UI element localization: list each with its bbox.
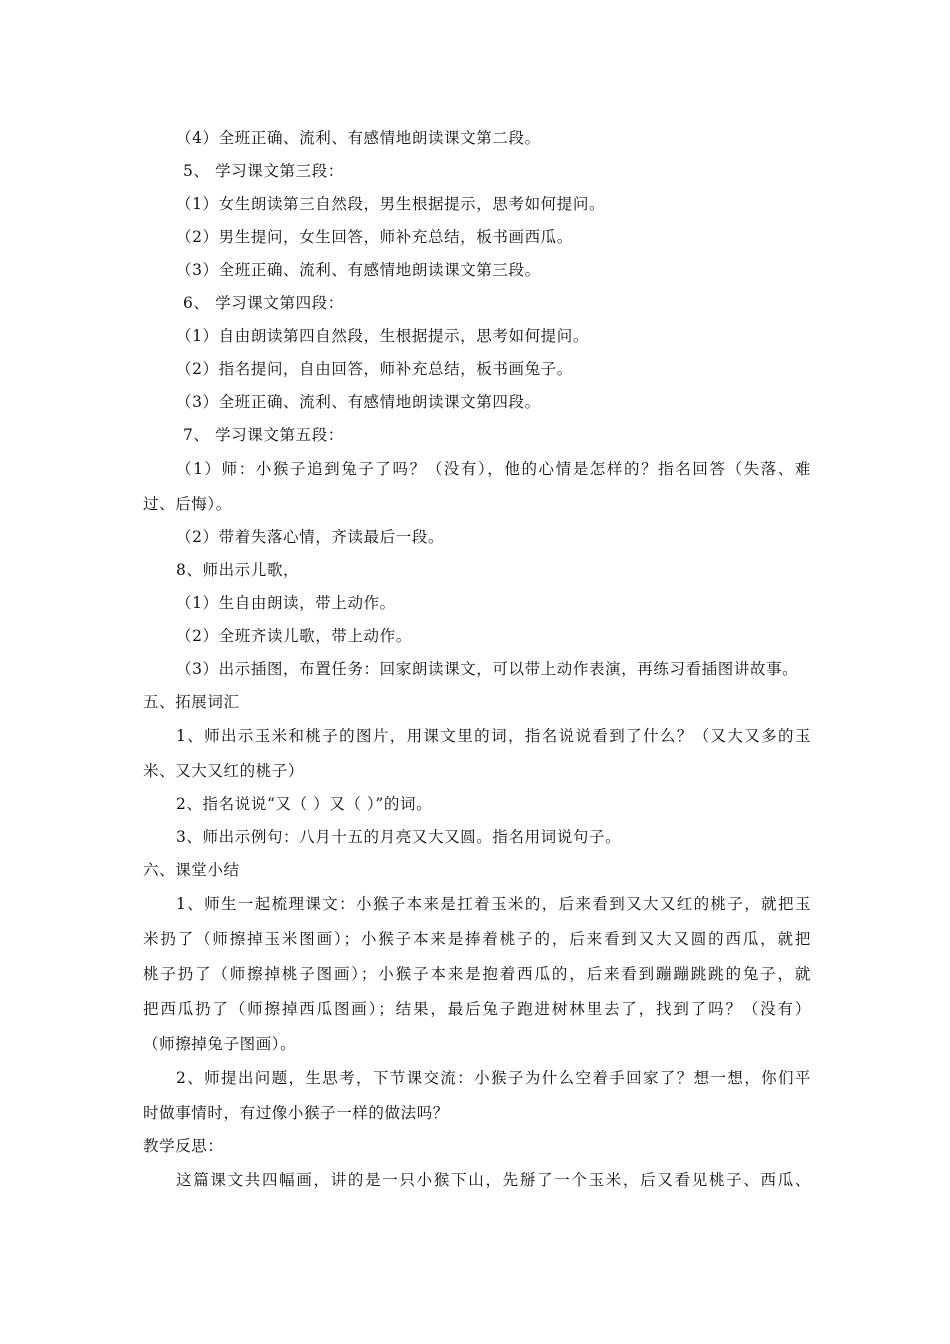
text-line: （2）全班齐读儿歌，带上动作。 bbox=[176, 627, 412, 645]
text-line: 米扔了（师擦掉玉米图画）；小猴子本来是捧着桃子的，后来看到又大又圆的西瓜，就把 bbox=[143, 930, 811, 948]
text-line: 1、师出示玉米和桃子的图片，用课文里的词，指名说说看到了什么？（又大又多的玉 bbox=[176, 727, 811, 745]
section-title: 六、课堂小结 bbox=[143, 861, 240, 879]
text-line: 过、后悔）。 bbox=[143, 495, 232, 513]
text-line: （4）全班正确、流利、有感情地朗读课文第二段。 bbox=[176, 129, 541, 147]
text-line: （师擦掉兔子图画）。 bbox=[143, 1035, 297, 1053]
section-heading: 5、 学习课文第三段： bbox=[183, 162, 344, 180]
text-line: （1）师：小猴子追到兔子了吗？（没有），他的心情是怎样的？指名回答（失落、难 bbox=[176, 460, 811, 478]
text-line: 时做事情时，有过像小猴子一样的做法吗？ bbox=[143, 1104, 449, 1122]
section-heading: 6、 学习课文第四段： bbox=[183, 294, 344, 312]
section-title: 五、拓展词汇 bbox=[143, 693, 240, 711]
text-line: 米、又大又红的桃子） bbox=[143, 762, 305, 780]
text-line: 1、师生一起梳理课文：小猴子本来是扛着玉米的，后来看到又大又红的桃子，就把玉 bbox=[176, 895, 811, 913]
text-line: （1）女生朗读第三自然段，男生根据提示，思考如何提问。 bbox=[176, 195, 606, 213]
text-line: 2、师提出问题，生思考，下节课交流：小猴子为什么空着手回家了？想一想，你们平 bbox=[176, 1069, 811, 1087]
text-line: 3、师出示例句：八月十五的月亮又大又圆。指名用词说句子。 bbox=[176, 828, 622, 846]
section-title: 教学反思： bbox=[143, 1137, 224, 1155]
section-heading: 7、 学习课文第五段： bbox=[183, 426, 344, 444]
text-line: （3）出示插图，布置任务：回家朗读课文，可以带上动作表演，再练习看插图讲故事。 bbox=[176, 660, 799, 678]
text-line: 这篇课文共四幅画，讲的是一只小猴下山，先掰了一个玉米，后又看见桃子、西瓜、 bbox=[176, 1171, 811, 1189]
text-line: （2）带着失落心情，齐读最后一段。 bbox=[176, 528, 445, 546]
text-line: （1）自由朗读第四自然段，生根据提示，思考如何提问。 bbox=[176, 327, 589, 345]
text-line: （3）全班正确、流利、有感情地朗读课文第四段。 bbox=[176, 393, 541, 411]
text-line: 2、指名说说“又（ ）又（ ）”的词。 bbox=[176, 795, 433, 813]
text-line: （3）全班正确、流利、有感情地朗读课文第三段。 bbox=[176, 261, 541, 279]
text-line: （2）男生提问，女生回答，师补充总结，板书画西瓜。 bbox=[176, 228, 573, 246]
text-line: （1）生自由朗读，带上动作。 bbox=[176, 594, 396, 612]
text-line: 桃子扔了（师擦掉桃子图画）；小猴子本来是抱着西瓜的，后来看到蹦蹦跳跳的兔子，就 bbox=[143, 965, 811, 983]
text-line: （2）指名提问，自由回答，师补充总结，板书画兔子。 bbox=[176, 360, 573, 378]
text-line: 8、师出示儿歌， bbox=[176, 561, 300, 579]
text-line: 把西瓜扔了（师擦掉西瓜图画）；结果，最后兔子跑进树林里去了，找到了吗？（没有） bbox=[143, 1000, 811, 1018]
